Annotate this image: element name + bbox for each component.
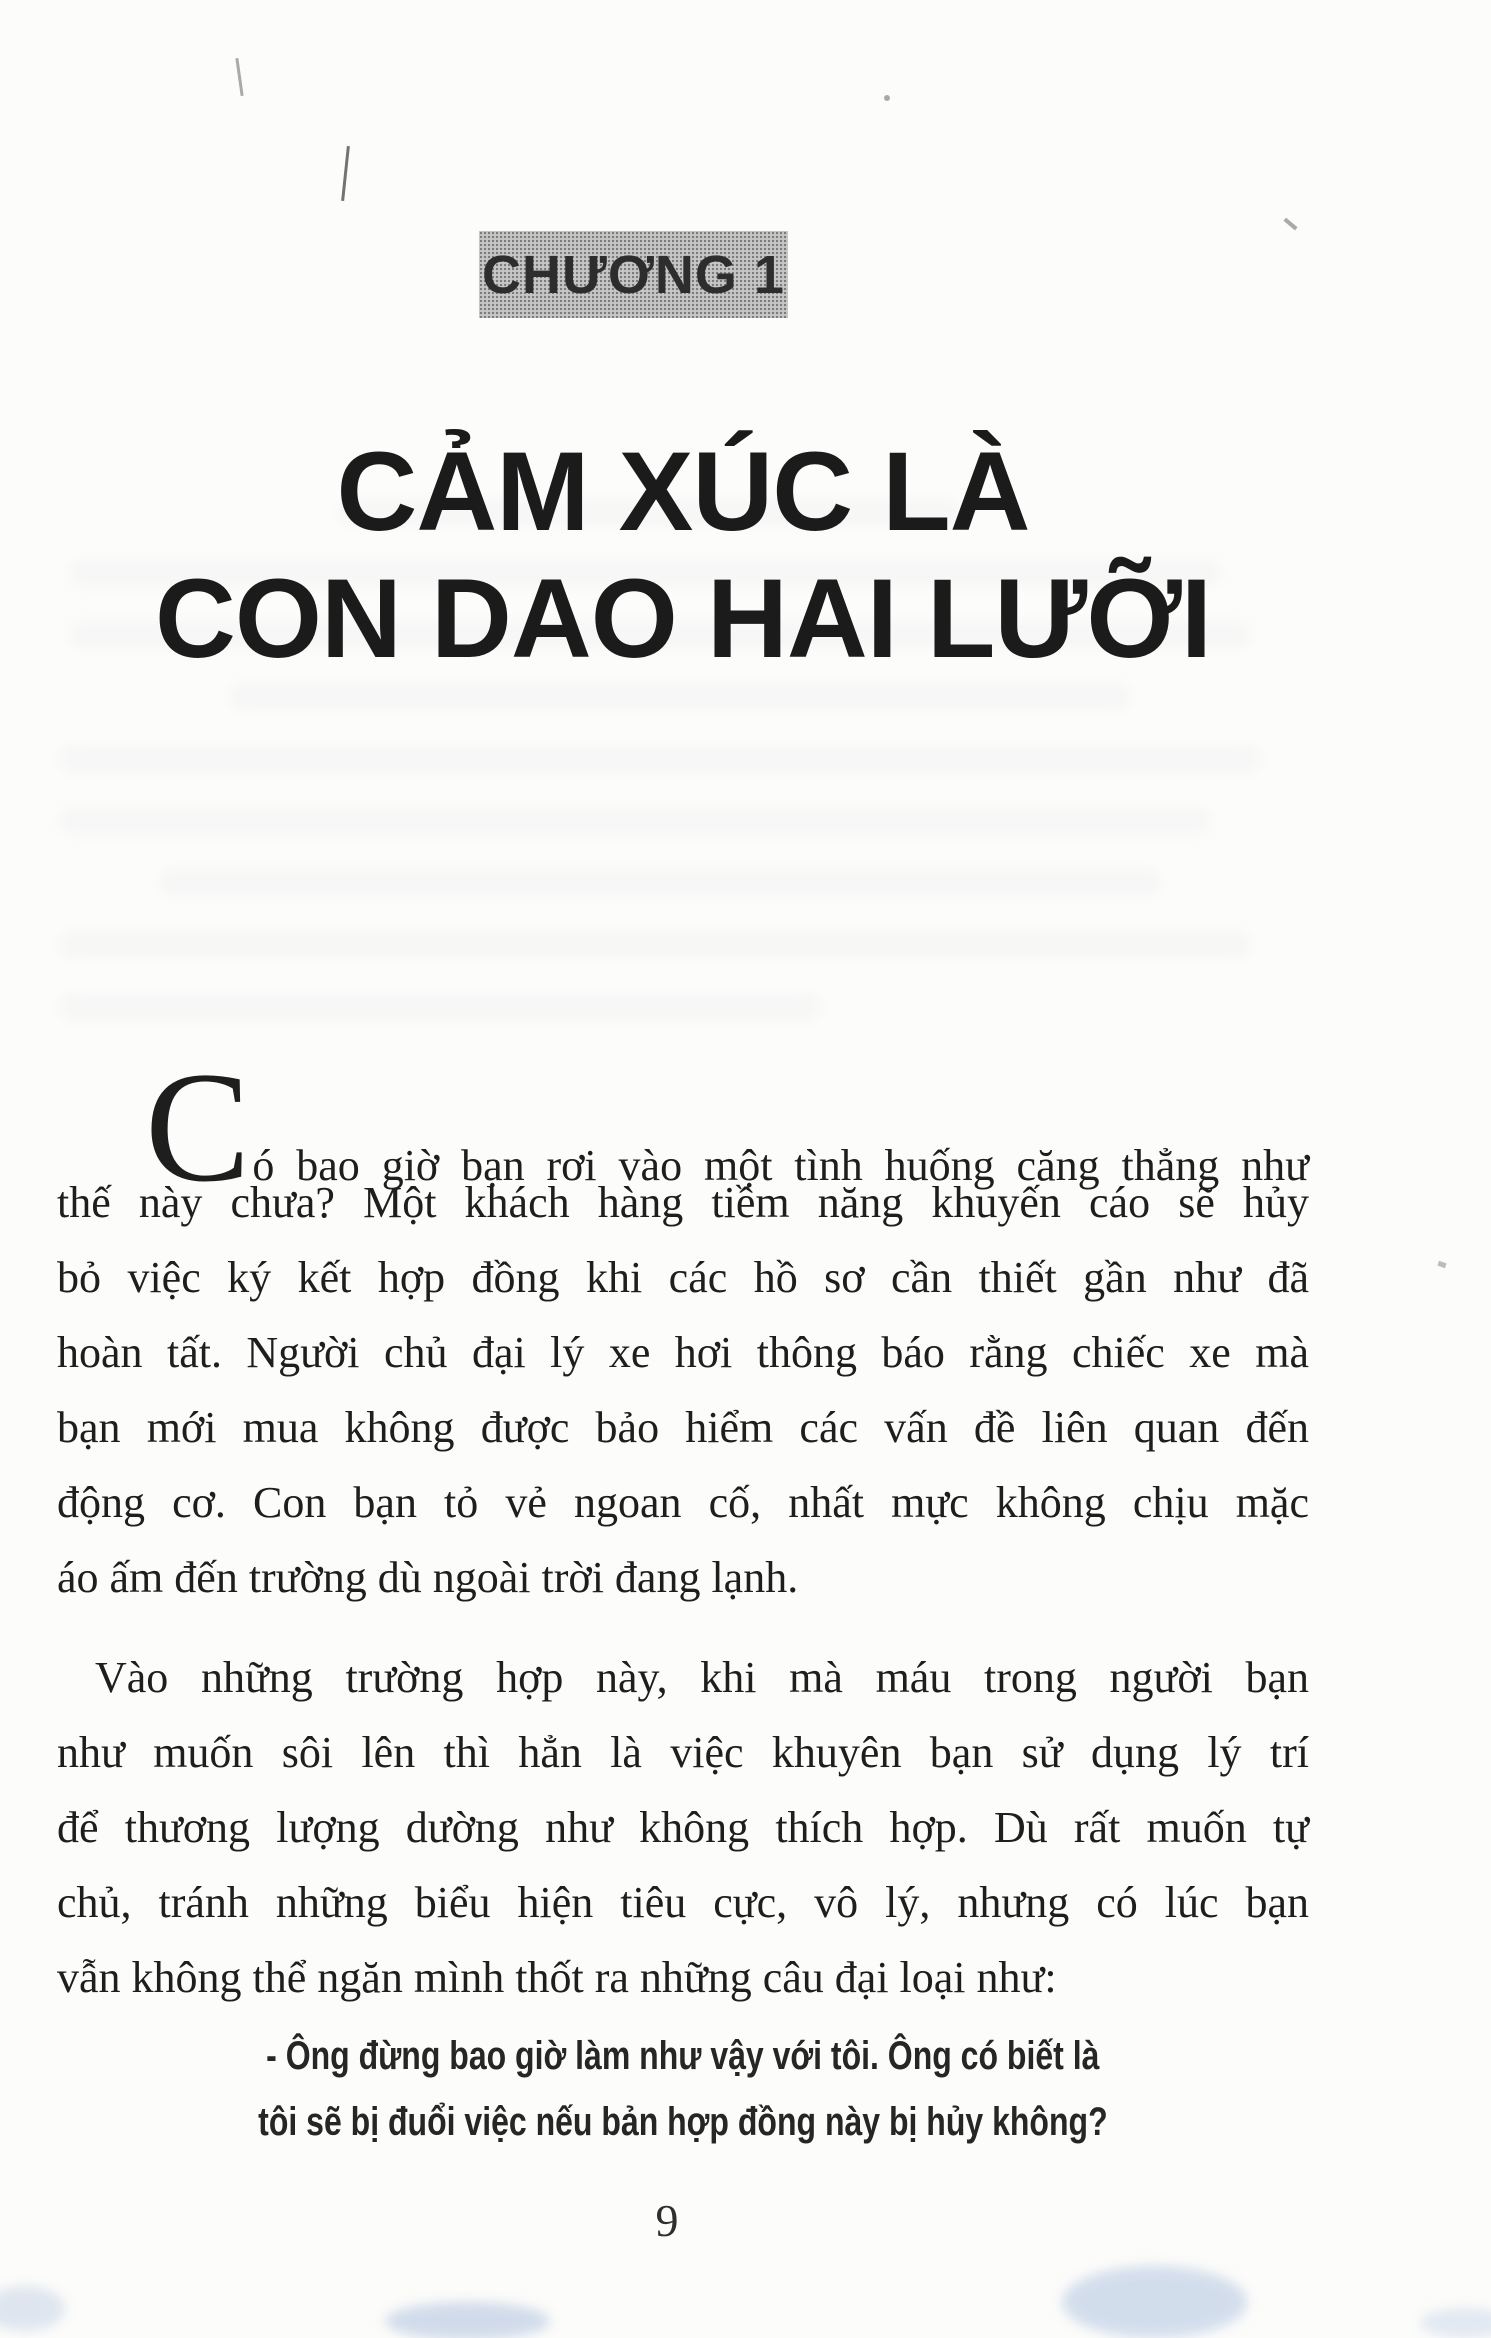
scan-smudge xyxy=(1062,2266,1247,2338)
raised-cap: C xyxy=(145,1040,253,1215)
body-text xyxy=(57,1040,1309,2155)
body-line: bỏ việc ký kết hợp đồng khi các hồ sơ cần thiết gần như đã xyxy=(57,1253,1309,1302)
scan-smudge xyxy=(385,2302,550,2338)
quote-line-text: - Ông đừng bao giờ làm như vậy với tôi. Ông có biết là xyxy=(266,2034,1100,2078)
quote-block xyxy=(57,2023,1309,2155)
chapter-label: CHƯƠNG 1 xyxy=(482,244,785,305)
scan-artifact xyxy=(884,95,890,101)
scan-smudge xyxy=(1420,2308,1491,2338)
body-line: hoàn tất. Người chủ đại lý xe hơi thông báo rằng chiếc xe mà xyxy=(57,1328,1309,1377)
page-number: 9 xyxy=(655,2195,679,2246)
body-line: áo ấm đến trường dù ngoài trời đang lạnh. xyxy=(57,1553,799,1602)
body-line: động cơ. Con bạn tỏ vẻ ngoan cố, nhất mực không chịu mặc xyxy=(57,1478,1309,1527)
quote-line xyxy=(57,2089,1309,2155)
scan-artifact xyxy=(341,146,350,201)
body-line: bạn mới mua không được bảo hiểm các vấn đề liên quan đến xyxy=(57,1403,1309,1452)
chapter-title-line2: CON DAO HAI LƯỠI xyxy=(155,556,1211,681)
chapter-title xyxy=(0,428,1366,682)
chapter-heading-box xyxy=(479,231,788,318)
quote-line-text: tôi sẽ bị đuổi việc nếu bản hợp đồng này bị hủy không? xyxy=(258,2100,1108,2144)
bleed-through xyxy=(60,932,1250,958)
bleed-through xyxy=(230,684,1130,710)
quote-line xyxy=(57,2023,1309,2089)
body-line: để thương lượng dường như không thích hợp. Dù rất muốn tự xyxy=(57,1803,1309,1852)
scan-artifact xyxy=(235,58,243,96)
bleed-through xyxy=(60,994,820,1020)
chapter-title-line1: CẢM XÚC LÀ xyxy=(336,429,1030,554)
body-line: như muốn sôi lên thì hẳn là việc khuyên bạn sử dụng lý trí xyxy=(57,1728,1309,1777)
body-line: chủ, tránh những biểu hiện tiêu cực, vô lý, nhưng có lúc bạn xyxy=(57,1878,1309,1927)
bleed-through xyxy=(160,870,1160,896)
scan-smudge xyxy=(0,2286,65,2331)
body-line: thế này chưa? Một khách hàng tiềm năng khuyến cáo sẽ hủy xyxy=(57,1178,1309,1227)
body-line: Vào những trường hợp này, khi mà máu trong người bạn xyxy=(95,1653,1309,1702)
body-line: vẫn không thể ngăn mình thốt ra những câu đại loại như: xyxy=(57,1953,1057,2002)
bleed-through xyxy=(60,746,1260,772)
scan-artifact xyxy=(1283,218,1297,231)
bleed-through xyxy=(60,808,1210,834)
body-line-text: ó bao giờ bạn rơi vào một tình huống căng thẳng như xyxy=(252,1141,1309,1190)
scan-artifact xyxy=(1437,1261,1446,1268)
